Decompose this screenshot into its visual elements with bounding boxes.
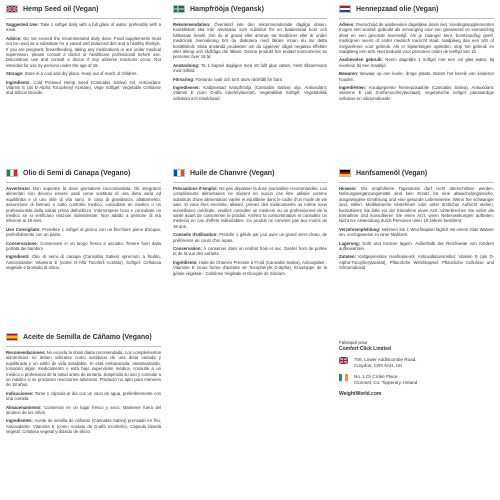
italy-flag-icon: [6, 169, 18, 177]
section-french: [167, 164, 333, 279]
germany-flag-icon: [339, 169, 351, 177]
paragraph-ingredients: Ingredients: Cold Pressed Hemp Seed (Cannabis Sativa) Oil, Antioxidant: Vitamin E (as D-Alpha Tocopheryl Acetate), Vege Softgel: Vegetable Cellulose and Silicon Dioxide.: [6, 79, 161, 96]
paragraph-storage: Bewaren: Bewaar op een koele, droge plaats. Buiten het bereik van kinderen houden.: [339, 71, 494, 82]
paragraph-precautions: Précautions d'emploi: Ne pas dépasser la dose journalière recommandée. Les compléments alimentaires ne doivent en aucun cas être utilisés comme substituts d'une alimentation variée et équilibrée dans le cadre d'un mode de vie sain. Si vous êtes enceinte, allaitez, prenez des médicaments ou même sous surveillance médicale, veuillez consulter un médecin ou un professionnel de la santé avant de consommer le produit. Arrêtez la consommation et consultez un médecin en cas d'effets indésirables. Ce produit ne convient pas aux moins de 18 ans.: [173, 186, 328, 229]
paragraph-recommendations: Recomendaciones: No exceda la dosis diaria recomendada. Los complementos alimenticios no deben utilizarse como sustitutos de una dieta variada y equilibrada y un estilo de vida saludable. Si está embarazada, amamantando, tomando algún medicamento o está bajo supervisión médica, consulte a un médico o profesional de la salud antes de tomarlo. Suspenda su uso y consulte a un médico si se producen reacciones adversas. Producto no apto para menores de 18 años.: [6, 350, 161, 388]
paragraph-ingredients: Ingredienser: Kallpressad hampfröolja (Cannabis Sativa) olja, Antioxidant: Vitamin E (som D-alfa tokoferylacetat), Vegetabilisk Softgel: Vegetabilisk cellulosa och Kiseldioxid.: [173, 85, 327, 101]
section-swedish: [167, 0, 333, 104]
section-header: [339, 166, 494, 180]
divider: [6, 18, 161, 19]
section-title: Aceite de Semilla de Cáñamo (Vegano): [23, 333, 152, 341]
paragraph-storage: Conservazione: Conservare in un luogo fresco e asciutto. Tenere fuori dalla portata dei bambini.: [6, 240, 161, 252]
paragraph-ingredients: Ingrédients: Huile de Chanvre Pressée à Froid (Cannabis Sativa), Antioxydant : Vitamine E (sous forme d'acétate de Tocophéryle D-alpha), Enveloppe de la gélule végétale : Cellulose Végétale et Dioxyde de Silicium.: [173, 259, 327, 276]
section-english: [0, 0, 167, 99]
address-ie-line2: Clonmel, Co. Tipperary, Ireland: [354, 379, 418, 385]
paragraph-usage: Conseils d'utilisation: Prendre 1 gélule par jour avec un grand verre d'eau, de préférence au cours d'un repas.: [173, 232, 327, 243]
divider: [173, 18, 327, 19]
paragraph-usage: Uso Consigliato: Prendere 1 softgel al giorno con un bicchiere pieno d'acqua, preferibilmente con un pasto.: [6, 226, 161, 238]
spain-flag-icon: [6, 333, 18, 341]
section-title: Hennepzaad olie (Vegan): [356, 5, 439, 13]
paragraph-usage: Användning: Ta 1 kapsel dagligen med ett fullt glas vatten, helst tillsammans med måltid.: [173, 62, 327, 74]
paragraph-ingredients: Ingrediënten: Koudgeperste hennepzaadolie (Cannabis Sativa), Antioxidant: vitamine E (als D-alfa-tocoferylacetaat), vegetarische softgel: plantaardige cellulose en siliciumdioxide: [339, 85, 494, 101]
paragraph-storage: Förvaring: Förvaras svalt och torrt utom räckhåll för barn.: [173, 76, 284, 82]
section-title: Hemp Seed oil (Vegan): [23, 5, 99, 13]
uk-flag-icon: [339, 357, 348, 364]
divider: [173, 182, 327, 183]
section-title: Olio di Semi di Canapa (Vegano): [23, 169, 131, 177]
ireland-flag-icon: [339, 374, 348, 381]
paragraph-storage: Almacenamiento: Conservar en un lugar fresco y seco. Mantener fuera del alcance de los niños.: [6, 404, 161, 416]
section-header: [339, 2, 494, 16]
paragraph-advice: Advice: Do not exceed the recommended daily dose. Food supplements must not be used as a substitute for a varied and balanced diet and a healthy lifestyle. If you are pregnant, breastfeeding, taking any medications or are under medical supervision, please consult a doctor or healthcare professional before use. Discontinue use and consult a doctor if any adverse reactions occur. Not intended for use by persons under the age of 18.: [6, 35, 161, 68]
paragraph-recommendation: Rekommendation: Överskrid inte den rekommenderade dagliga dosen. Kosttillskott ska inte användas som substitut för en balanserad kost och hälsosam livsstil. Om du är gravid eller ammar, tar mediciner eller är under medicinsk övervakning bör du diskutera med läkare innan du tar detta kosttillskott. Sluta använda produkten om du upplever några negativa effekter eller allergi och rådfråga din läkare. Denna produkt bör endast konsumeras av personer över 18 år.: [173, 22, 327, 60]
section-german: [333, 164, 500, 274]
sweden-flag-icon: [173, 5, 185, 13]
paragraph-suggested-use: Suggested Use: Take 1 softgel daily with a full glass of water, preferably with a meal.: [6, 22, 161, 33]
paragraph-usage: Indicaciones: Tome 1 cápsula al día con un vaso de agua, preferiblemente con una comida.: [6, 390, 161, 402]
section-header: [6, 2, 161, 16]
section-title: Hanfsamenöl (Vegan): [356, 169, 428, 177]
manufacturer-block: [333, 328, 500, 397]
address-uk-line2: Croydon, CR0 6AH, UK: [354, 362, 403, 368]
divider: [339, 182, 494, 183]
netherlands-flag-icon: [339, 5, 351, 13]
address-ireland: [339, 374, 494, 386]
france-flag-icon: [173, 169, 185, 177]
section-title: Huile de Chanvre (Vegan): [190, 169, 275, 177]
paragraph-notice: Hinweis: Die empfohlene Tagesdosis darf nicht überschritten werden. Nahrungsergänzungsmittel sind kein Ersatz für eine abwechslungsreiche, ausgewogene Ernährung und eine gesunde Lebensweise. Wenn Sie schwanger sind, stillen, Medikamente einnehmen oder unter ärztlicher Aufsicht stehen, konsultieren Sie bitte vor der Einnahme einen Arzt. Unterbrechen Sie sofort die Einnahme und konsultieren Sie einen Arzt, wenn Nebenwirkungen auftreten. Nicht zur Anwendung durch Personen unter 18 Jahren bestimmt.: [339, 186, 494, 224]
section-spanish: [0, 328, 167, 438]
uk-flag-icon: [6, 5, 18, 13]
section-header: [173, 2, 327, 16]
section-dutch: [333, 0, 500, 104]
address-ie-line1: No. 1 Dr Croke Place: [354, 373, 398, 379]
section-title: Hampfrööja (Vegansk): [190, 5, 264, 13]
manufactured-for-label: Fabriqué pour: [339, 340, 368, 345]
company-name: Comfort Click Limited: [339, 345, 391, 352]
section-header: [6, 330, 161, 344]
paragraph-advice: Advies: Overschrijd de aanbevolen dagelijkse dosis niet. Voedingssupplementen mogen niet worden gebruikt als vervanging voor een gevarieerd en evenwichtig dieet en een gezonde levensstijl. Als je zwanger bent, borstvoeding geeft, medicijnen neemt of onder medisch toezicht staat, raadpleeg dan een arts of zorgverlener voor gebruik. Als er bijwerkingen optreden, stop het gebruik en raadpleeg een arts. Niet bedoeld voor personen onder de leeftijd van 18.: [339, 22, 494, 55]
section-header: [173, 166, 327, 180]
website-link[interactable]: WeightWorld.com: [339, 390, 382, 397]
paragraph-storage: Lagerung: Kühl und trocken lagern. Außerhalb der Reichweite von Kindern aufbewahren.: [339, 240, 494, 252]
paragraph-usage: Aanbevolen gebruik: Neem dagelijks 1 softgel met een vol glas water, bij voorkeur bij een maaltijd.: [339, 57, 495, 68]
paragraph-ingredients: Zutaten: Kaltgepresstes Hanfsamenöl, Antioxidationsmittel: Vitamin E (als D-Alpha-Tocopherylacetat), Pflanzliche Weichkapsel: Pflanzliche Cellulose und Siliziumdioxid.: [339, 254, 494, 271]
paragraph-storage: Storage: Store in a cool and dry place. Keep out of reach of children.: [6, 71, 138, 77]
divider: [6, 346, 161, 347]
divider: [339, 18, 494, 19]
section-header: [6, 166, 161, 180]
address-uk-line1: 706, Lower Addiscombe Road,: [354, 356, 417, 362]
divider: [6, 182, 161, 183]
address-uk: [339, 357, 494, 369]
section-italian: [0, 164, 167, 274]
paragraph-storage: Conservation: À conserver dans un endroit frais et sec. Garder hors de portée et de la vue des enfants.: [173, 246, 327, 257]
paragraph-warnings: Avvertenze: Non superare la dose giornaliera raccomandata. Gli integratori alimentari non devono essere usati come sostituto di una dieta varia ed equilibrata e di uno stile di vita sano. In caso di gravidanza, allattamento, assunzione di farmaci o sotto controllo medico, consultare un medico o un professionista della salute prima dell'utilizzo. Interrompere l'uso e consultare un medico se si verificano reazioni indesiderate. Non adatto a persone di età inferiore ai 18 anni.: [6, 186, 161, 224]
paragraph-usage: Verzehrempfehlung: Nehmen Sie 1 Weichkapsel täglich mit einem Glas Wasser ein, vorzugsweise zu einer Mahlzeit.: [339, 226, 494, 238]
paragraph-ingredients: Ingredientes: Aceite de semilla de cáñamo (Cannabis Sativa) prensado en frío, Antioxidante: Vitamina E (como Acetato de D-alfa tocoferilo), Cápsula blanda vegetal: Celulosa vegetal y dióxido de silicio: [6, 418, 161, 435]
paragraph-ingredients: Ingredienti: Olio di semi di canapa (Cannabis Sativa) spremuto a freddo, Antiossidante: Vitamina E (come D-Alfa Tocoferil Acetato), Softgel: Cellulosa vegetale e biossido di silicio.: [6, 254, 161, 271]
